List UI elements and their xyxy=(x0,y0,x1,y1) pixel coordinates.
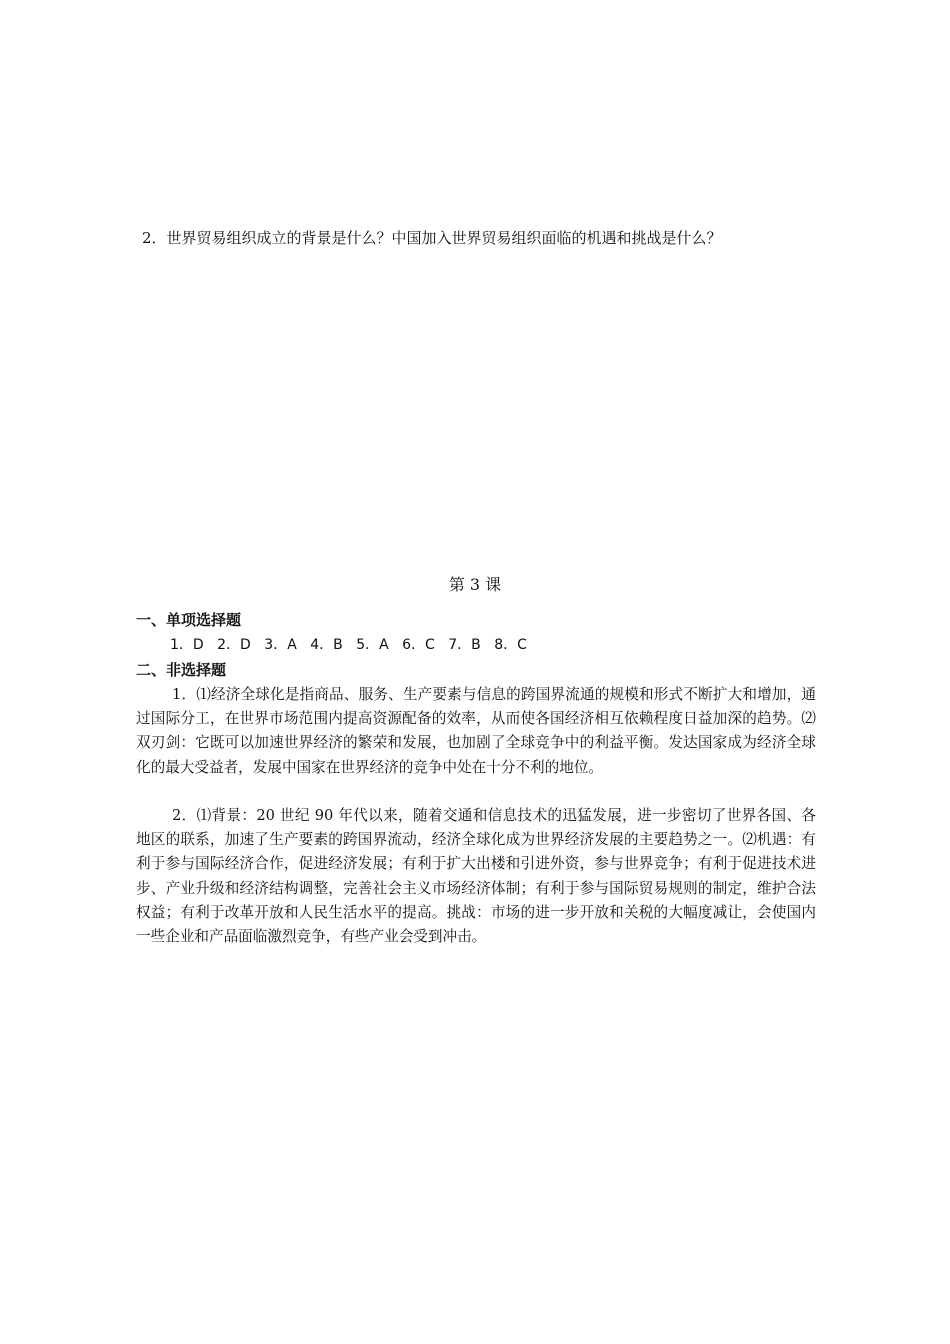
answer-list xyxy=(170,633,536,657)
answer-paragraph-2: 2．⑴背景：20 世纪 90 年代以来，随着交通和信息技术的迅猛发展，进一步密切了世界各国、各地区的联系，加速了生产要素的跨国界流动，经济全球化成为世界经济发展的主要趋势之一。⑵机遇：有利于参与国际经济合作，促进经济发展；有利于扩大出楼和引进外资，参与世界竞争；有利于促进技术进步、产业升级和经济结构调整，完善社会主义市场经济体制；有利于参与国际贸易规则的制定，维护合法权益；有利于改革开放和人民生活水平的提高。挑战：市场的进一步开放和关税的大幅度减让，会使国内一些企业和产品面临激烈竞争，有些产业会受到冲击。 xyxy=(136,807,816,946)
lesson-title: 第 3 课 xyxy=(448,575,502,594)
question-2: 2．世界贸易组织成立的背景是什么？中国加入世界贸易组织面临的机遇和挑战是什么？ xyxy=(142,229,722,247)
section-heading-single-choice: 一、单项选择题 xyxy=(136,611,242,629)
answer-item: 6．C xyxy=(402,637,435,653)
answer-paragraph-1: 1．⑴经济全球化是指商品、服务、生产要素与信息的跨国界流通的规模和形式不断扩大和增加，通过国际分工，在世界市场范围内提高资源配备的效率，从而使各国经济相互依赖程度日益加深的趋势。⑵双刃剑：它既可以加速世界经济的繁荣和发展，也加剧了全球竞争中的利益平衡。发达国家成为经济全球化的最大受益者，发展中国家在世界经济的竞争中处在十分不利的地位。 xyxy=(136,686,816,776)
answer-item: 5．A xyxy=(356,637,389,653)
answer-item: 4．B xyxy=(310,637,343,653)
answer-item: 7．B xyxy=(448,637,481,653)
answer-item: 1．D xyxy=(170,637,204,653)
answer-item: 2．D xyxy=(217,637,251,653)
section-heading-non-choice: 二、非选择题 xyxy=(136,661,227,679)
answer-item: 3．A xyxy=(264,637,297,653)
answer-item: 8．C xyxy=(494,637,527,653)
